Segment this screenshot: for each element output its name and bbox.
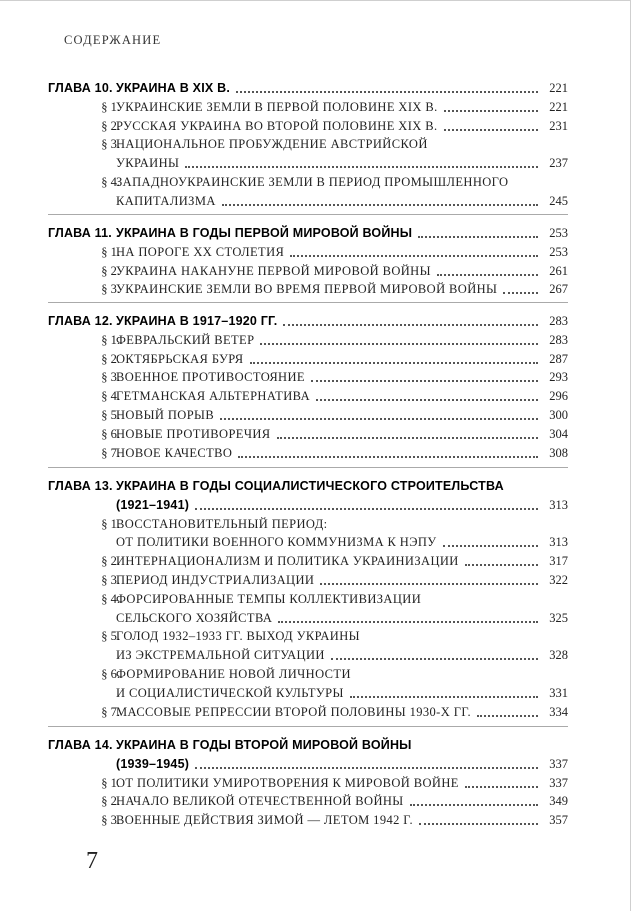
section-number: § 7. xyxy=(101,445,120,460)
dot-leader xyxy=(311,379,538,382)
page-ref: 337 xyxy=(549,756,568,771)
section-title xyxy=(116,532,568,552)
section-title xyxy=(116,645,568,665)
section-title xyxy=(116,514,568,534)
section-title xyxy=(116,570,568,590)
dot-leader xyxy=(477,714,538,717)
chapter-title xyxy=(116,735,568,755)
page-ref: 317 xyxy=(549,554,568,569)
dot-leader xyxy=(290,254,538,257)
page-number: 7 xyxy=(86,848,98,874)
section-title xyxy=(116,134,568,154)
chapter-title xyxy=(116,311,568,331)
page-ref: 296 xyxy=(549,389,568,404)
page-ref: 325 xyxy=(549,610,568,625)
dot-leader xyxy=(220,417,538,420)
section-number: § 3. xyxy=(101,282,120,297)
section-number: § 3. xyxy=(101,370,120,385)
section-number: § 4. xyxy=(101,591,120,606)
section-number: § 2. xyxy=(101,351,120,366)
section-number: § 3. xyxy=(101,137,120,152)
section-number: § 6. xyxy=(101,426,120,441)
section-title xyxy=(116,279,568,299)
page-ref: 283 xyxy=(549,314,568,328)
section-number: § 2. xyxy=(101,554,120,569)
page-ref: 261 xyxy=(549,263,568,278)
section-number: § 3. xyxy=(101,813,120,828)
section-title xyxy=(116,810,568,830)
page-ref: 287 xyxy=(549,351,568,366)
dot-leader xyxy=(238,455,538,458)
section-title-text: НАЦИОНАЛЬНОЕ ПРОБУЖДЕНИЕ АВСТРИЙСКОЙ xyxy=(116,137,428,152)
section-title-text: НА ПОРОГЕ XX СТОЛЕТИЯ xyxy=(116,244,285,259)
page-ref: 304 xyxy=(549,426,568,441)
dot-leader xyxy=(443,544,538,547)
page-ref: 245 xyxy=(549,193,568,208)
section-title xyxy=(116,589,568,609)
dot-leader xyxy=(444,109,538,112)
chapter-title xyxy=(116,476,568,496)
dot-leader xyxy=(185,165,538,168)
section-title-text: УКРАИНСКИЕ ЗЕМЛИ ВО ВРЕМЯ ПЕРВОЙ МИРОВОЙ ВОЙНЫ xyxy=(116,282,498,297)
section-title xyxy=(116,626,568,646)
section-title xyxy=(116,424,568,444)
page-ref: 357 xyxy=(549,813,568,828)
dot-leader xyxy=(195,507,538,510)
section-title xyxy=(116,97,568,117)
section-title xyxy=(116,443,568,463)
section-title-text: НОВОЕ КАЧЕСТВО xyxy=(116,445,233,460)
section-title xyxy=(116,664,568,684)
section-title-text: НОВЫЙ ПОРЫВ xyxy=(116,408,215,422)
section-title-text: ВОЕННОЕ ПРОТИВОСТОЯНИЕ xyxy=(116,370,305,385)
dot-leader xyxy=(410,803,538,806)
chapter-title-text: (1921–1941) xyxy=(116,497,190,512)
section-title xyxy=(116,172,568,192)
section-title xyxy=(116,551,568,571)
dot-leader xyxy=(316,398,538,401)
dot-leader xyxy=(283,323,538,326)
chapter-label: ГЛАВА 14. xyxy=(48,738,113,752)
section-number: § 2. xyxy=(101,263,120,278)
section-title xyxy=(116,261,568,281)
section-title-text: ФЕВРАЛЬСКИЙ ВЕТЕР xyxy=(116,332,255,347)
section-title xyxy=(116,608,568,628)
page-ref: 237 xyxy=(549,156,568,171)
chapter-divider xyxy=(48,467,568,468)
running-head: СОДЕРЖАНИЕ xyxy=(64,33,162,47)
chapter-label: ГЛАВА 11. xyxy=(48,226,112,240)
page-ref: 231 xyxy=(549,118,568,133)
section-title-text: ОТ ПОЛИТИКИ ВОЕННОГО КОММУНИЗМА К НЭПУ xyxy=(116,535,437,550)
section-title xyxy=(116,242,568,262)
dot-leader xyxy=(350,695,538,698)
section-title xyxy=(116,702,568,722)
section-title xyxy=(116,773,568,793)
page-ref: 308 xyxy=(549,445,568,460)
section-title xyxy=(116,386,568,406)
page-ref: 293 xyxy=(549,370,568,385)
chapter-title-text: УКРАИНА В XIX В. xyxy=(116,81,231,95)
section-number: § 6. xyxy=(101,667,120,681)
section-title-text: ИНТЕРНАЦИОНАЛИЗМ И ПОЛИТИКА УКРАИНИЗАЦИИ xyxy=(116,554,459,569)
section-title xyxy=(116,116,568,136)
section-title xyxy=(116,349,568,369)
page-frame-top xyxy=(0,0,631,1)
section-title-text: МАССОВЫЕ РЕПРЕССИИ ВТОРОЙ ПОЛОВИНЫ 1930-Х ГГ. xyxy=(116,704,472,719)
section-title xyxy=(116,683,568,703)
section-title-text: СЕЛЬСКОГО ХОЗЯЙСТВА xyxy=(116,610,273,625)
section-number: § 3. xyxy=(101,573,120,587)
page-ref: 349 xyxy=(549,794,568,809)
dot-leader xyxy=(236,90,538,93)
dot-leader xyxy=(222,203,538,206)
chapter-title xyxy=(116,495,568,515)
page-ref: 300 xyxy=(549,408,568,422)
chapter-label: ГЛАВА 12. xyxy=(48,314,113,328)
section-number: § 2. xyxy=(101,794,120,809)
page-ref: 221 xyxy=(549,99,568,114)
chapter-title-text: УКРАИНА В ГОДЫ СОЦИАЛИСТИЧЕСКОГО СТРОИТЕЛЬСТВА xyxy=(116,479,504,493)
section-title-text: УКРАИНСКИЕ ЗЕМЛИ В ПЕРВОЙ ПОЛОВИНЕ XIX В. xyxy=(116,99,438,114)
section-title-text: ФОРСИРОВАННЫЕ ТЕМПЫ КОЛЛЕКТИВИЗАЦИИ xyxy=(116,591,422,606)
dot-leader xyxy=(278,620,538,623)
section-title xyxy=(116,153,568,173)
chapter-title xyxy=(116,754,568,774)
section-title xyxy=(116,405,568,425)
page-ref: 253 xyxy=(549,226,568,240)
section-title-text: И СОЦИАЛИСТИЧЕСКОЙ КУЛЬТУРЫ xyxy=(116,685,344,700)
dot-leader xyxy=(277,436,538,439)
dot-leader xyxy=(503,291,538,294)
page-ref: 334 xyxy=(549,704,568,719)
section-number: § 1. xyxy=(101,775,120,790)
page-ref: 253 xyxy=(549,244,568,259)
section-title-text: ЗАПАДНОУКРАИНСКИЕ ЗЕМЛИ В ПЕРИОД ПРОМЫШЛЕННОГО xyxy=(116,175,509,189)
section-title-text: УКРАИНЫ xyxy=(116,156,180,171)
dot-leader xyxy=(195,766,538,769)
page-ref: 221 xyxy=(549,81,568,95)
section-number: § 2. xyxy=(101,118,120,133)
section-title-text: ИЗ ЭКСТРЕМАЛЬНОЙ СИТУАЦИИ xyxy=(116,648,325,663)
page-ref: 313 xyxy=(549,535,568,550)
section-title xyxy=(116,330,568,350)
page-ref: 328 xyxy=(549,648,568,663)
dot-leader xyxy=(437,273,538,276)
dot-leader xyxy=(419,822,538,825)
section-number: § 1. xyxy=(101,244,120,259)
section-title-text: ФОРМИРОВАНИЕ НОВОЙ ЛИЧНОСТИ xyxy=(116,667,351,681)
dot-leader xyxy=(320,582,538,585)
section-title-text: УКРАИНА НАКАНУНЕ ПЕРВОЙ МИРОВОЙ ВОЙНЫ xyxy=(116,263,431,278)
section-number: § 5. xyxy=(101,629,120,644)
section-title-text: ВОССТАНОВИТЕЛЬНЫЙ ПЕРИОД: xyxy=(116,516,328,531)
chapter-divider xyxy=(48,302,568,303)
chapter-title xyxy=(116,223,568,243)
chapter-title-text: УКРАИНА В 1917–1920 ГГ. xyxy=(116,314,278,328)
page-ref: 313 xyxy=(549,497,568,512)
chapter-label: ГЛАВА 10. xyxy=(48,81,113,95)
section-number: § 5. xyxy=(101,408,120,422)
page-ref: 337 xyxy=(549,775,568,790)
section-number: § 1. xyxy=(101,516,120,531)
section-number: § 1. xyxy=(101,99,120,114)
section-title-text: ОКТЯБРЬСКАЯ БУРЯ xyxy=(116,351,244,366)
chapter-title-text: (1939–1945) xyxy=(116,756,190,771)
chapter-label: ГЛАВА 13. xyxy=(48,479,113,493)
dot-leader xyxy=(444,128,538,131)
page-ref: 283 xyxy=(549,332,568,347)
page-ref: 331 xyxy=(549,685,568,700)
section-title-text: РУССКАЯ УКРАИНА ВО ВТОРОЙ ПОЛОВИНЕ XIX В. xyxy=(116,118,438,133)
dot-leader xyxy=(331,657,538,660)
section-title xyxy=(116,191,568,211)
chapter-title-text: УКРАИНА В ГОДЫ ВТОРОЙ МИРОВОЙ ВОЙНЫ xyxy=(116,738,412,752)
section-title-text: НОВЫЕ ПРОТИВОРЕЧИЯ xyxy=(116,426,271,441)
dot-leader xyxy=(418,235,538,238)
section-title-text: ГОЛОД 1932–1933 ГГ. ВЫХОД УКРАИНЫ xyxy=(116,629,360,644)
chapter-divider xyxy=(48,214,568,215)
section-number: § 4. xyxy=(101,389,120,404)
section-title-text: ГЕТМАНСКАЯ АЛЬТЕРНАТИВА xyxy=(116,389,311,404)
section-title-text: НАЧАЛО ВЕЛИКОЙ ОТЕЧЕСТВЕННОЙ ВОЙНЫ xyxy=(116,794,404,809)
section-number: § 4. xyxy=(101,175,120,189)
section-number: § 7. xyxy=(101,704,120,719)
dot-leader xyxy=(465,785,538,788)
section-title xyxy=(116,367,568,387)
section-number: § 1. xyxy=(101,332,120,347)
dot-leader xyxy=(465,563,538,566)
page-ref: 267 xyxy=(549,282,568,297)
section-title-text: КАПИТАЛИЗМА xyxy=(116,193,216,208)
chapter-divider xyxy=(48,726,568,727)
chapter-title-text: УКРАИНА В ГОДЫ ПЕРВОЙ МИРОВОЙ ВОЙНЫ xyxy=(116,226,413,240)
section-title-text: ОТ ПОЛИТИКИ УМИРОТВОРЕНИЯ К МИРОВОЙ ВОЙНЕ xyxy=(116,775,459,790)
page-ref: 322 xyxy=(549,573,568,587)
dot-leader xyxy=(260,342,538,345)
section-title-text: ВОЕННЫЕ ДЕЙСТВИЯ ЗИМОЙ — ЛЕТОМ 1942 Г. xyxy=(116,813,414,828)
section-title xyxy=(116,791,568,811)
chapter-title xyxy=(116,78,568,98)
section-title-text: ПЕРИОД ИНДУСТРИАЛИЗАЦИИ xyxy=(116,573,315,587)
dot-leader xyxy=(250,361,538,364)
